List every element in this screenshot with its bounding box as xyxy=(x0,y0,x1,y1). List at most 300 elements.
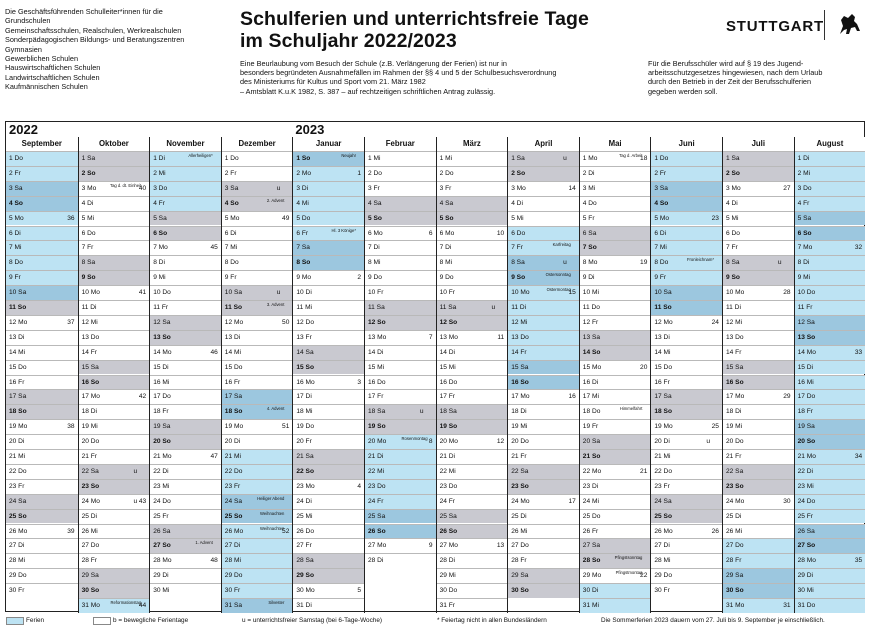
day-cell xyxy=(651,375,722,390)
day-label: 9 Fr xyxy=(654,274,667,282)
day-cell xyxy=(365,315,436,330)
month-column xyxy=(364,151,436,613)
day-label: 4 Fr xyxy=(153,199,165,207)
day-label: 14 Sa xyxy=(296,348,314,356)
day-label: 19 Sa xyxy=(797,423,815,431)
day-cell xyxy=(437,538,508,553)
day-cell xyxy=(795,568,866,583)
day-label: 27 So xyxy=(153,542,171,550)
day-cell xyxy=(723,434,794,449)
day-label: 20 Di xyxy=(9,438,25,446)
day-cell xyxy=(293,315,364,330)
day-label: 7 Fr xyxy=(726,244,738,252)
day-label: 1 Sa xyxy=(726,155,740,162)
day-label: 19 So xyxy=(368,423,386,431)
day-label: 12 Do xyxy=(296,318,314,326)
day-cell xyxy=(150,509,221,524)
day-cell xyxy=(508,524,579,539)
day-label: 6 So xyxy=(797,229,812,237)
day-label: 4 Mi xyxy=(296,199,309,207)
day-cell xyxy=(365,181,436,196)
day-cell xyxy=(580,375,651,390)
day-label: 8 Sa xyxy=(511,259,525,267)
day-label: 10 Do xyxy=(153,289,171,297)
day-cell xyxy=(437,464,508,479)
day-label: 27 Di xyxy=(224,542,241,550)
day-label: 13 Do xyxy=(726,333,744,341)
day-label: 31 Mi xyxy=(582,602,599,609)
month-header-mai: Mai xyxy=(579,137,651,151)
day-cell xyxy=(365,464,436,479)
day-label: 6 Do xyxy=(511,229,526,237)
day-label: 29 Do xyxy=(654,572,672,580)
day-label: 31 Mo xyxy=(726,602,745,609)
day-cell xyxy=(651,553,722,568)
day-cell xyxy=(222,464,293,479)
holiday-note: Weihnachten xyxy=(260,525,285,531)
day-cell xyxy=(437,389,508,404)
day-label: 25 Sa xyxy=(439,512,457,520)
holiday-note: Fronleichnam* xyxy=(686,257,714,263)
day-cell xyxy=(723,330,794,345)
day-label: 13 Di xyxy=(654,333,670,341)
day-cell xyxy=(293,509,364,524)
vocational-note: Für die Berufsschüler wird auf § 19 des Jugend- arbeitsschutzgesetzes hingewiesen, nach dem Urlaub durch den Betrieb in der Zeit der Berufsschulferien gegeben werden soll. xyxy=(648,59,823,96)
day-label: 4 Fr xyxy=(797,199,810,207)
day-label: 25 Sa xyxy=(368,512,386,520)
day-cell xyxy=(795,330,866,345)
week-number: 48 xyxy=(210,557,218,565)
day-label: 16 Fr xyxy=(654,378,670,386)
day-label: 26 Mo xyxy=(654,527,673,535)
day-label: 26 Mi xyxy=(81,527,98,535)
day-label: 31 Fr xyxy=(439,602,455,609)
day-cell xyxy=(723,285,794,300)
day-cell xyxy=(293,434,364,449)
day-label: 22 Mo xyxy=(582,467,602,475)
day-cell xyxy=(795,479,866,494)
day-cell xyxy=(508,240,579,255)
day-cell xyxy=(365,538,436,553)
school-free-saturday-mark: u xyxy=(777,259,782,267)
day-label: 15 Mo xyxy=(582,363,602,371)
day-cell xyxy=(150,464,221,479)
day-cell xyxy=(723,196,794,211)
day-label: 5 Mo xyxy=(224,214,240,222)
day-label: 23 Do xyxy=(368,482,386,490)
day-label: 4 Sa xyxy=(439,199,454,207)
day-cell xyxy=(222,389,293,404)
day-cell xyxy=(222,300,293,315)
day-label: 25 Di xyxy=(726,512,742,520)
day-cell xyxy=(580,419,651,434)
day-label: 5 Mi xyxy=(81,214,95,222)
day-label: 8 Mi xyxy=(439,259,453,267)
day-label: 18 Fr xyxy=(797,408,813,416)
day-label: 28 Fr xyxy=(81,557,97,565)
day-label: 18 So xyxy=(9,408,27,416)
day-cell xyxy=(222,434,293,449)
day-label: 16 Mi xyxy=(153,378,170,386)
day-cell xyxy=(79,166,150,181)
day-label: 16 Di xyxy=(582,378,599,386)
day-label: 17 Mo xyxy=(511,393,530,401)
day-label: 20 Fr xyxy=(296,438,312,446)
day-cell xyxy=(365,196,436,211)
holiday-note: 2. Advent xyxy=(266,197,285,203)
day-cell xyxy=(150,553,221,568)
day-cell xyxy=(437,226,508,241)
day-label: 14 Di xyxy=(439,348,455,356)
day-cell xyxy=(508,315,579,330)
day-cell xyxy=(795,419,866,434)
day-cell xyxy=(508,255,579,270)
day-cell xyxy=(293,151,364,166)
day-cell xyxy=(651,285,722,300)
logo-text: STUTTGART xyxy=(726,18,825,35)
day-label: 23 Fr xyxy=(224,482,241,490)
day-cell xyxy=(580,151,651,166)
day-cell xyxy=(150,389,221,404)
month-header-juli: Juli xyxy=(722,137,794,151)
day-label: 20 Do xyxy=(511,438,529,446)
day-label: 13 Fr xyxy=(296,333,312,341)
day-cell xyxy=(580,434,651,449)
day-label: 11 Sa xyxy=(368,304,385,311)
day-label: 7 Mi xyxy=(654,244,667,252)
day-label: 14 Mo xyxy=(797,348,816,356)
week-number: 15 xyxy=(568,289,576,297)
week-number: 16 xyxy=(568,393,576,401)
day-label: 29 Do xyxy=(9,572,27,580)
day-label: 9 Fr xyxy=(224,274,237,282)
day-cell xyxy=(222,330,293,345)
week-number: 52 xyxy=(282,527,290,535)
day-label: 29 Sa xyxy=(81,572,99,580)
day-cell xyxy=(580,240,651,255)
day-label: 5 Sa xyxy=(153,214,167,222)
day-cell xyxy=(508,568,579,583)
day-cell xyxy=(79,300,150,315)
day-label: 30 So xyxy=(726,587,744,595)
day-cell xyxy=(293,375,364,390)
day-cell xyxy=(6,553,78,568)
week-number: 29 xyxy=(783,393,791,401)
day-cell xyxy=(437,598,508,613)
day-cell xyxy=(222,345,293,360)
day-cell xyxy=(150,181,221,196)
day-label: 24 Mo xyxy=(511,497,530,505)
day-label: 30 Mo xyxy=(296,587,315,595)
day-cell xyxy=(79,181,150,196)
day-label: 4 So xyxy=(654,199,669,207)
day-cell xyxy=(293,568,364,583)
day-label: 18 Di xyxy=(726,408,742,416)
day-cell xyxy=(795,598,866,613)
day-cell xyxy=(222,240,293,255)
day-label: 9 Fr xyxy=(9,274,21,282)
day-cell xyxy=(723,524,794,539)
month-header-september: September xyxy=(6,137,78,151)
day-label: 31 Mo xyxy=(81,602,100,609)
day-cell xyxy=(437,151,508,166)
day-label: 30 Fr xyxy=(224,587,241,595)
day-label: 22 Mi xyxy=(368,467,385,475)
day-cell xyxy=(508,464,579,479)
day-label: 24 Fr xyxy=(368,497,384,505)
day-cell xyxy=(222,315,293,330)
day-cell xyxy=(150,538,221,553)
day-cell xyxy=(6,196,78,211)
day-label: 14 Fr xyxy=(81,348,97,356)
week-number: 11 xyxy=(497,333,505,341)
day-cell xyxy=(293,345,364,360)
week-number: 5 xyxy=(357,587,361,595)
week-number: 28 xyxy=(783,289,791,297)
day-cell xyxy=(508,375,579,390)
day-label: 7 Mo xyxy=(797,244,813,252)
day-label: 2 So xyxy=(81,169,96,177)
day-label: 21 Mo xyxy=(153,453,172,460)
day-cell xyxy=(651,464,722,479)
day-cell xyxy=(580,300,651,315)
day-cell xyxy=(6,404,78,419)
day-cell xyxy=(580,196,651,211)
day-cell xyxy=(580,464,651,479)
day-cell xyxy=(508,211,579,226)
day-cell xyxy=(79,419,150,434)
holiday-note: Ostermontag xyxy=(546,287,571,293)
month-header-februar: Februar xyxy=(364,137,436,151)
day-cell xyxy=(365,389,436,404)
day-cell xyxy=(222,479,293,494)
day-cell xyxy=(437,494,508,509)
school-free-saturday-mark: u xyxy=(133,497,138,505)
day-label: 15 Sa xyxy=(511,363,529,371)
day-label: 2 Fr xyxy=(224,169,237,177)
month-column xyxy=(78,151,150,613)
week-number: 44 xyxy=(138,602,147,609)
day-cell xyxy=(437,524,508,539)
day-label: 20 So xyxy=(153,438,171,446)
school-free-saturday-mark: u xyxy=(706,438,710,446)
day-label: 26 Mi xyxy=(511,527,528,535)
day-cell xyxy=(222,360,293,375)
week-number: 26 xyxy=(711,527,719,535)
school-free-saturday-mark: u xyxy=(276,289,281,297)
day-cell xyxy=(150,583,221,598)
day-cell xyxy=(437,479,508,494)
month-header-april: April xyxy=(507,137,579,151)
day-label: 29 Sa xyxy=(726,572,744,580)
day-cell xyxy=(6,538,78,553)
day-cell xyxy=(795,509,866,524)
day-cell xyxy=(293,270,364,285)
legend-unterrichtsfrei: u = unterrichtsfreier Samstag (bei 6-Tage-Woche) xyxy=(242,617,383,624)
day-cell xyxy=(580,181,651,196)
day-label: 17 Sa xyxy=(224,393,243,401)
day-cell xyxy=(6,151,78,166)
day-cell xyxy=(723,583,794,598)
day-cell xyxy=(723,479,794,494)
day-label: 2 So xyxy=(726,169,740,177)
day-label: 11 Di xyxy=(81,304,97,311)
day-label: 15 Mi xyxy=(439,363,456,371)
day-cell xyxy=(795,270,866,285)
week-number: 27 xyxy=(783,184,791,192)
day-label: 28 Fr xyxy=(726,557,742,565)
day-cell xyxy=(723,151,794,166)
day-label: 8 Sa xyxy=(726,259,740,267)
day-cell xyxy=(437,583,508,598)
day-cell xyxy=(6,315,78,330)
day-cell xyxy=(508,434,579,449)
day-label: 19 Sa xyxy=(153,423,171,431)
day-cell xyxy=(437,568,508,583)
day-cell xyxy=(293,389,364,404)
day-label: 20 So xyxy=(797,438,816,446)
day-label: 17 Sa xyxy=(9,393,27,401)
day-label: 14 Fr xyxy=(511,348,527,356)
week-number: 30 xyxy=(783,497,791,505)
day-label: 18 So xyxy=(224,408,243,416)
stuttgart-logo xyxy=(726,10,866,42)
day-label: 17 Do xyxy=(797,393,816,401)
week-number: 35 xyxy=(854,557,863,565)
day-label: 24 Sa xyxy=(224,497,243,505)
day-cell xyxy=(795,583,866,598)
day-label: 4 Di xyxy=(81,199,94,207)
day-label: 17 Do xyxy=(153,393,171,401)
day-cell xyxy=(79,434,150,449)
day-cell xyxy=(795,255,866,270)
day-label: 29 Di xyxy=(797,572,813,580)
holiday-note: Hl. 3 Könige* xyxy=(331,227,356,233)
day-cell xyxy=(580,211,651,226)
week-number: 12 xyxy=(496,438,505,446)
day-cell xyxy=(723,419,794,434)
day-label: 6 Di xyxy=(9,229,21,237)
day-label: 11 So xyxy=(654,304,672,311)
day-label: 21 Di xyxy=(368,453,384,460)
day-label: 24 Sa xyxy=(9,497,27,505)
day-label: 6 Sa xyxy=(582,229,597,237)
week-number: 32 xyxy=(854,244,863,252)
day-cell xyxy=(79,509,150,524)
day-cell xyxy=(508,479,579,494)
day-label: 28 Fr xyxy=(511,557,527,565)
holiday-note: Rosenmontag xyxy=(401,436,428,442)
day-cell xyxy=(150,345,221,360)
holiday-note: Neujahr xyxy=(341,153,356,158)
day-cell xyxy=(651,270,722,285)
day-cell xyxy=(79,494,150,509)
day-cell xyxy=(723,166,794,181)
day-label: 28 Mo xyxy=(797,557,816,565)
day-label: 21 Mi xyxy=(224,453,241,460)
day-label: 23 Di xyxy=(582,482,599,490)
logo-divider xyxy=(824,10,825,40)
day-label: 29 Di xyxy=(153,572,169,580)
day-label: 10 Mo xyxy=(511,289,530,297)
day-cell xyxy=(508,509,579,524)
day-cell xyxy=(723,464,794,479)
day-cell xyxy=(651,389,722,404)
day-cell xyxy=(365,226,436,241)
year-2022: 2022 xyxy=(9,122,38,137)
day-label: 30 So xyxy=(511,587,529,595)
day-cell xyxy=(222,404,293,419)
day-cell xyxy=(795,300,866,315)
day-cell xyxy=(222,598,293,613)
day-cell xyxy=(580,285,651,300)
week-number: 1 xyxy=(357,169,361,177)
day-cell xyxy=(293,255,364,270)
day-cell xyxy=(365,330,436,345)
day-cell xyxy=(365,360,436,375)
day-label: 19 Mo xyxy=(9,423,28,431)
day-label: 17 Di xyxy=(296,393,312,401)
holiday-note: Pfingstsonntag xyxy=(614,555,643,561)
day-cell xyxy=(365,419,436,434)
day-label: 1 Do xyxy=(224,155,239,162)
day-label: 4 Do xyxy=(582,199,597,207)
day-cell xyxy=(508,330,579,345)
day-label: 19 Fr xyxy=(582,423,599,431)
day-cell xyxy=(723,538,794,553)
legend-movable-swatch xyxy=(93,617,111,625)
day-cell xyxy=(580,449,651,464)
day-label: 23 Mi xyxy=(797,482,814,490)
day-label: 24 Mo xyxy=(726,497,745,505)
day-label: 11 So xyxy=(224,304,243,311)
day-cell xyxy=(437,434,508,449)
day-cell xyxy=(79,285,150,300)
week-number: 3 xyxy=(357,378,361,386)
week-number: 34 xyxy=(854,453,863,460)
day-label: 3 Do xyxy=(797,184,812,192)
day-cell xyxy=(508,553,579,568)
day-label: 21 Mo xyxy=(797,453,816,460)
day-label: 20 Sa xyxy=(582,438,601,446)
day-label: 11 Mi xyxy=(296,304,313,311)
week-number: 14 xyxy=(568,184,576,192)
day-cell xyxy=(651,300,722,315)
day-label: 31 Sa xyxy=(224,602,243,609)
day-cell xyxy=(293,598,364,613)
day-label: 22 Mi xyxy=(439,467,456,475)
day-cell xyxy=(437,345,508,360)
day-cell xyxy=(150,449,221,464)
day-cell xyxy=(437,330,508,345)
month-column xyxy=(794,151,866,613)
day-label: 30 Di xyxy=(582,587,599,595)
day-cell xyxy=(795,226,866,241)
day-cell xyxy=(6,583,78,598)
day-cell xyxy=(79,479,150,494)
day-cell xyxy=(723,300,794,315)
month-header-oktober: Oktober xyxy=(78,137,150,151)
day-label: 21 Mi xyxy=(9,453,26,460)
day-cell xyxy=(580,315,651,330)
day-cell xyxy=(508,345,579,360)
day-label: 16 Fr xyxy=(9,378,25,386)
day-cell xyxy=(6,479,78,494)
day-cell xyxy=(508,300,579,315)
day-cell xyxy=(365,494,436,509)
day-label: 27 Di xyxy=(9,542,25,550)
day-label: 15 Do xyxy=(224,363,243,371)
